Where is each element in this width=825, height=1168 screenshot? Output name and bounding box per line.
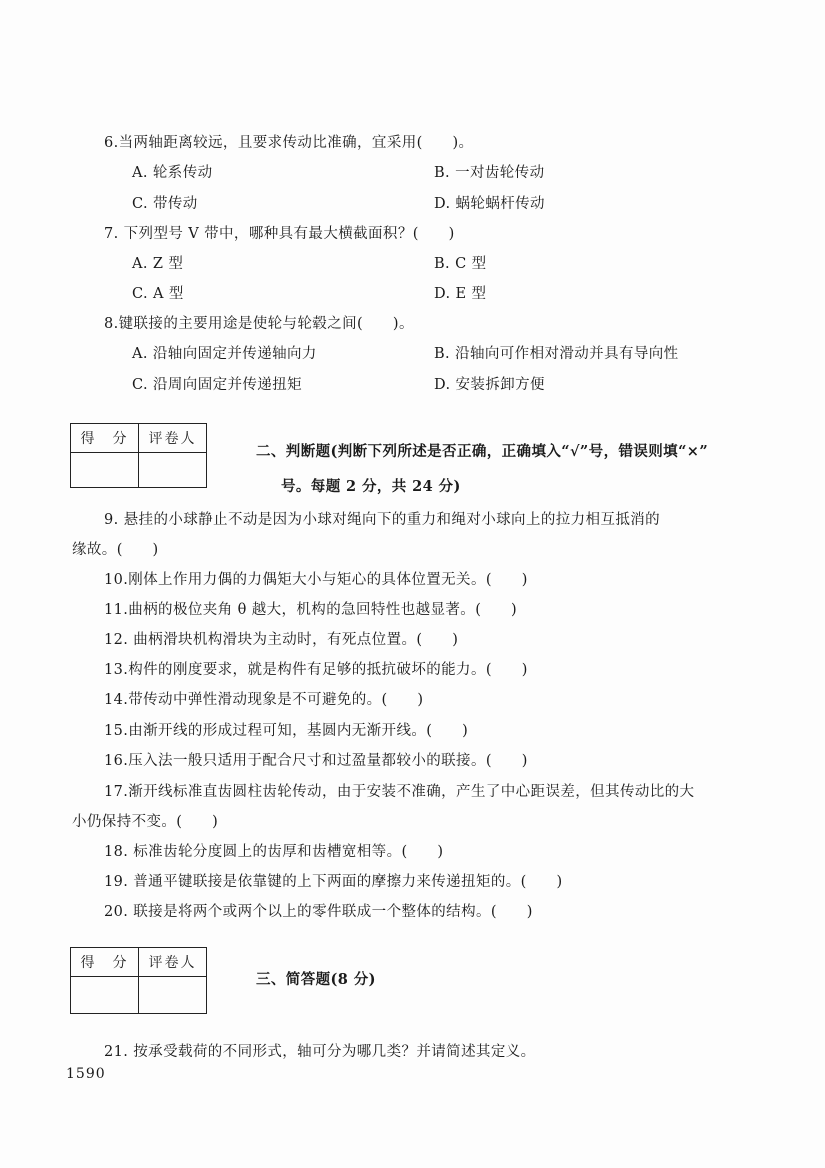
judge-item-16: 16.压入法一般只适用于配合尺寸和过盈量都较小的联接。( ) <box>104 753 528 769</box>
judge-item-20: 20. 联接是将两个或两个以上的零件联成一个整体的结构。( ) <box>104 904 533 920</box>
question-6-option-d: D. 蜗轮蜗杆传动 <box>434 196 545 212</box>
question-7-option-d: D. E 型 <box>434 286 487 302</box>
page-number: 1590 <box>66 1066 106 1082</box>
score-label: 得 分 <box>71 424 139 453</box>
judge-item-18: 18. 标准齿轮分度圆上的齿厚和齿槽宽相等。( ) <box>104 844 444 860</box>
score-cell <box>71 977 139 1014</box>
judge-item-10: 10.刚体上作用力偶的力偶矩大小与矩心的具体位置无关。( ) <box>104 572 528 588</box>
question-6-stem: 6.当两轴距离较远，且要求传动比准确，宜采用( )。 <box>104 135 474 151</box>
grader-cell <box>139 453 207 488</box>
question-7-stem: 7. 下列型号 V 带中，哪种具有最大横截面积？( ) <box>104 226 455 242</box>
section-2-title-line-2: 号。每题 2 分，共 24 分) <box>281 478 461 495</box>
question-8-option-a: A. 沿轴向固定并传递轴向力 <box>132 346 317 362</box>
score-table-section-2 <box>70 423 207 488</box>
score-label: 得 分 <box>71 948 139 977</box>
grader-label: 评卷人 <box>139 948 207 977</box>
judge-item-17-cont: 小仍保持不变。( ) <box>72 814 219 830</box>
judge-item-13: 13.构件的刚度要求，就是构件有足够的抵抗破坏的能力。( ) <box>104 662 528 678</box>
judge-item-17: 17.渐开线标准直齿圆柱齿轮传动，由于安装不准确，产生了中心距误差，但其传动比的大 <box>104 784 695 800</box>
grader-cell <box>139 977 207 1014</box>
question-6-option-c: C. 带传动 <box>132 196 198 212</box>
question-8-option-d: D. 安装拆卸方便 <box>434 377 545 393</box>
score-cell <box>71 453 139 488</box>
judge-item-19: 19. 普通平键联接是依靠键的上下两面的摩擦力来传递扭矩的。( ) <box>104 874 563 890</box>
question-7-option-a: A. Z 型 <box>132 256 184 272</box>
section-3-title: 三、简答题(8 分) <box>256 971 376 988</box>
judge-item-9-cont: 缘故。( ) <box>72 542 159 558</box>
question-21: 21. 按承受载荷的不同形式，轴可分为哪几类？并请简述其定义。 <box>104 1044 536 1060</box>
question-8-option-c: C. 沿周向固定并传递扭矩 <box>132 377 302 393</box>
judge-item-9: 9. 悬挂的小球静止不动是因为小球对绳向下的重力和绳对小球向上的拉力相互抵消的 <box>104 512 661 528</box>
question-8-stem: 8.键联接的主要用途是使轮与轮毂之间( )。 <box>104 316 414 332</box>
judge-item-11: 11.曲柄的极位夹角 θ 越大，机构的急回特性也越显著。( ) <box>104 602 518 618</box>
judge-item-12: 12. 曲柄滑块机构滑块为主动时，有死点位置。( ) <box>104 632 459 648</box>
score-table-section-3 <box>70 947 207 1014</box>
judge-item-14: 14.带传动中弹性滑动现象是不可避免的。( ) <box>104 692 424 708</box>
question-8-option-b: B. 沿轴向可作相对滑动并具有导向性 <box>434 346 679 362</box>
judge-item-15: 15.由渐开线的形成过程可知，基圆内无渐开线。( ) <box>104 723 469 739</box>
question-7-option-b: B. C 型 <box>434 256 487 272</box>
question-7-option-c: C. A 型 <box>132 286 184 302</box>
section-2-title-line-1: 二、判断题(判断下列所述是否正确，正确填入“√”号，错误则填“×” <box>256 443 709 460</box>
question-6-option-a: A. 轮系传动 <box>132 165 213 181</box>
question-6-option-b: B. 一对齿轮传动 <box>434 165 545 181</box>
grader-label: 评卷人 <box>139 424 207 453</box>
